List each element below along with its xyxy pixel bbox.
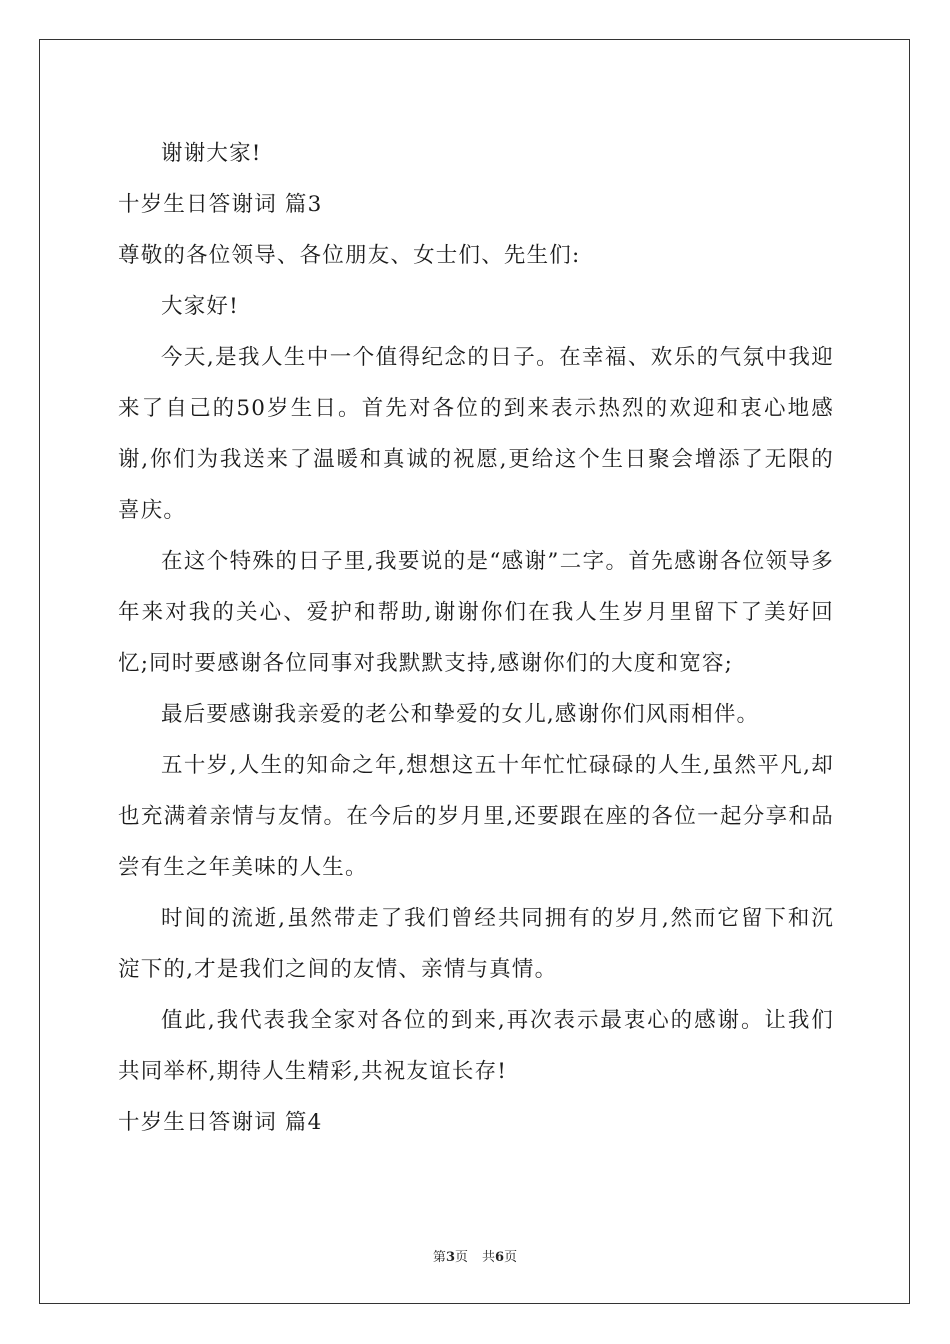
paragraph: 时间的流逝,虽然带走了我们曾经共同拥有的岁月,然而它留下和沉淀下的,才是我们之间的友情、亲情与真情。 xyxy=(118,906,834,982)
footer-total-prefix: 共 xyxy=(482,1250,496,1265)
section-heading-3: 十岁生日答谢词 篇3 xyxy=(118,192,323,217)
paragraph: 五十岁,人生的知命之年,想想这五十年忙忙碌碌的人生,虽然平凡,却也充满着亲情与友情。在今后的岁月里,还要跟在座的各位一起分享和品尝有生之年美味的人生。 xyxy=(118,753,834,880)
paragraph: 最后要感谢我亲爱的老公和挚爱的女儿,感谢你们风雨相伴。 xyxy=(161,702,760,727)
closing-thanks-line: 谢谢大家! xyxy=(161,141,262,166)
paragraph: 今天,是我人生中一个值得纪念的日子。在幸福、欢乐的气氛中我迎来了自己的50岁生日。首先对各位的到来表示热烈的欢迎和衷心地感谢,你们为我送来了温暖和真诚的祝愿,更给这个生日聚会增添了无限的喜庆。 xyxy=(118,345,834,523)
footer-total-pages: 6 xyxy=(495,1250,505,1265)
greeting-line: 大家好! xyxy=(161,294,239,319)
document-body xyxy=(118,128,834,1148)
page-footer xyxy=(0,1246,950,1265)
paragraph: 值此,我代表我全家对各位的到来,再次表示最衷心的感谢。让我们共同举杯,期待人生精彩,共祝友谊长存! xyxy=(118,1008,834,1084)
footer-prefix: 第 xyxy=(432,1250,446,1265)
paragraph: 在这个特殊的日子里,我要说的是“感谢”二字。首先感谢各位领导多年来对我的关心、爱护和帮助,谢谢你们在我人生岁月里留下了美好回忆;同时要感谢各位同事对我默默支持,感谢你们的大度和宽容; xyxy=(118,549,834,676)
salutation-line: 尊敬的各位领导、各位朋友、女士们、先生们: xyxy=(118,243,581,268)
footer-current-page: 3 xyxy=(445,1250,455,1265)
section-heading-4: 十岁生日答谢词 篇4 xyxy=(118,1110,323,1135)
footer-total-unit: 页 xyxy=(504,1250,518,1265)
footer-page-unit: 页 xyxy=(454,1250,468,1265)
